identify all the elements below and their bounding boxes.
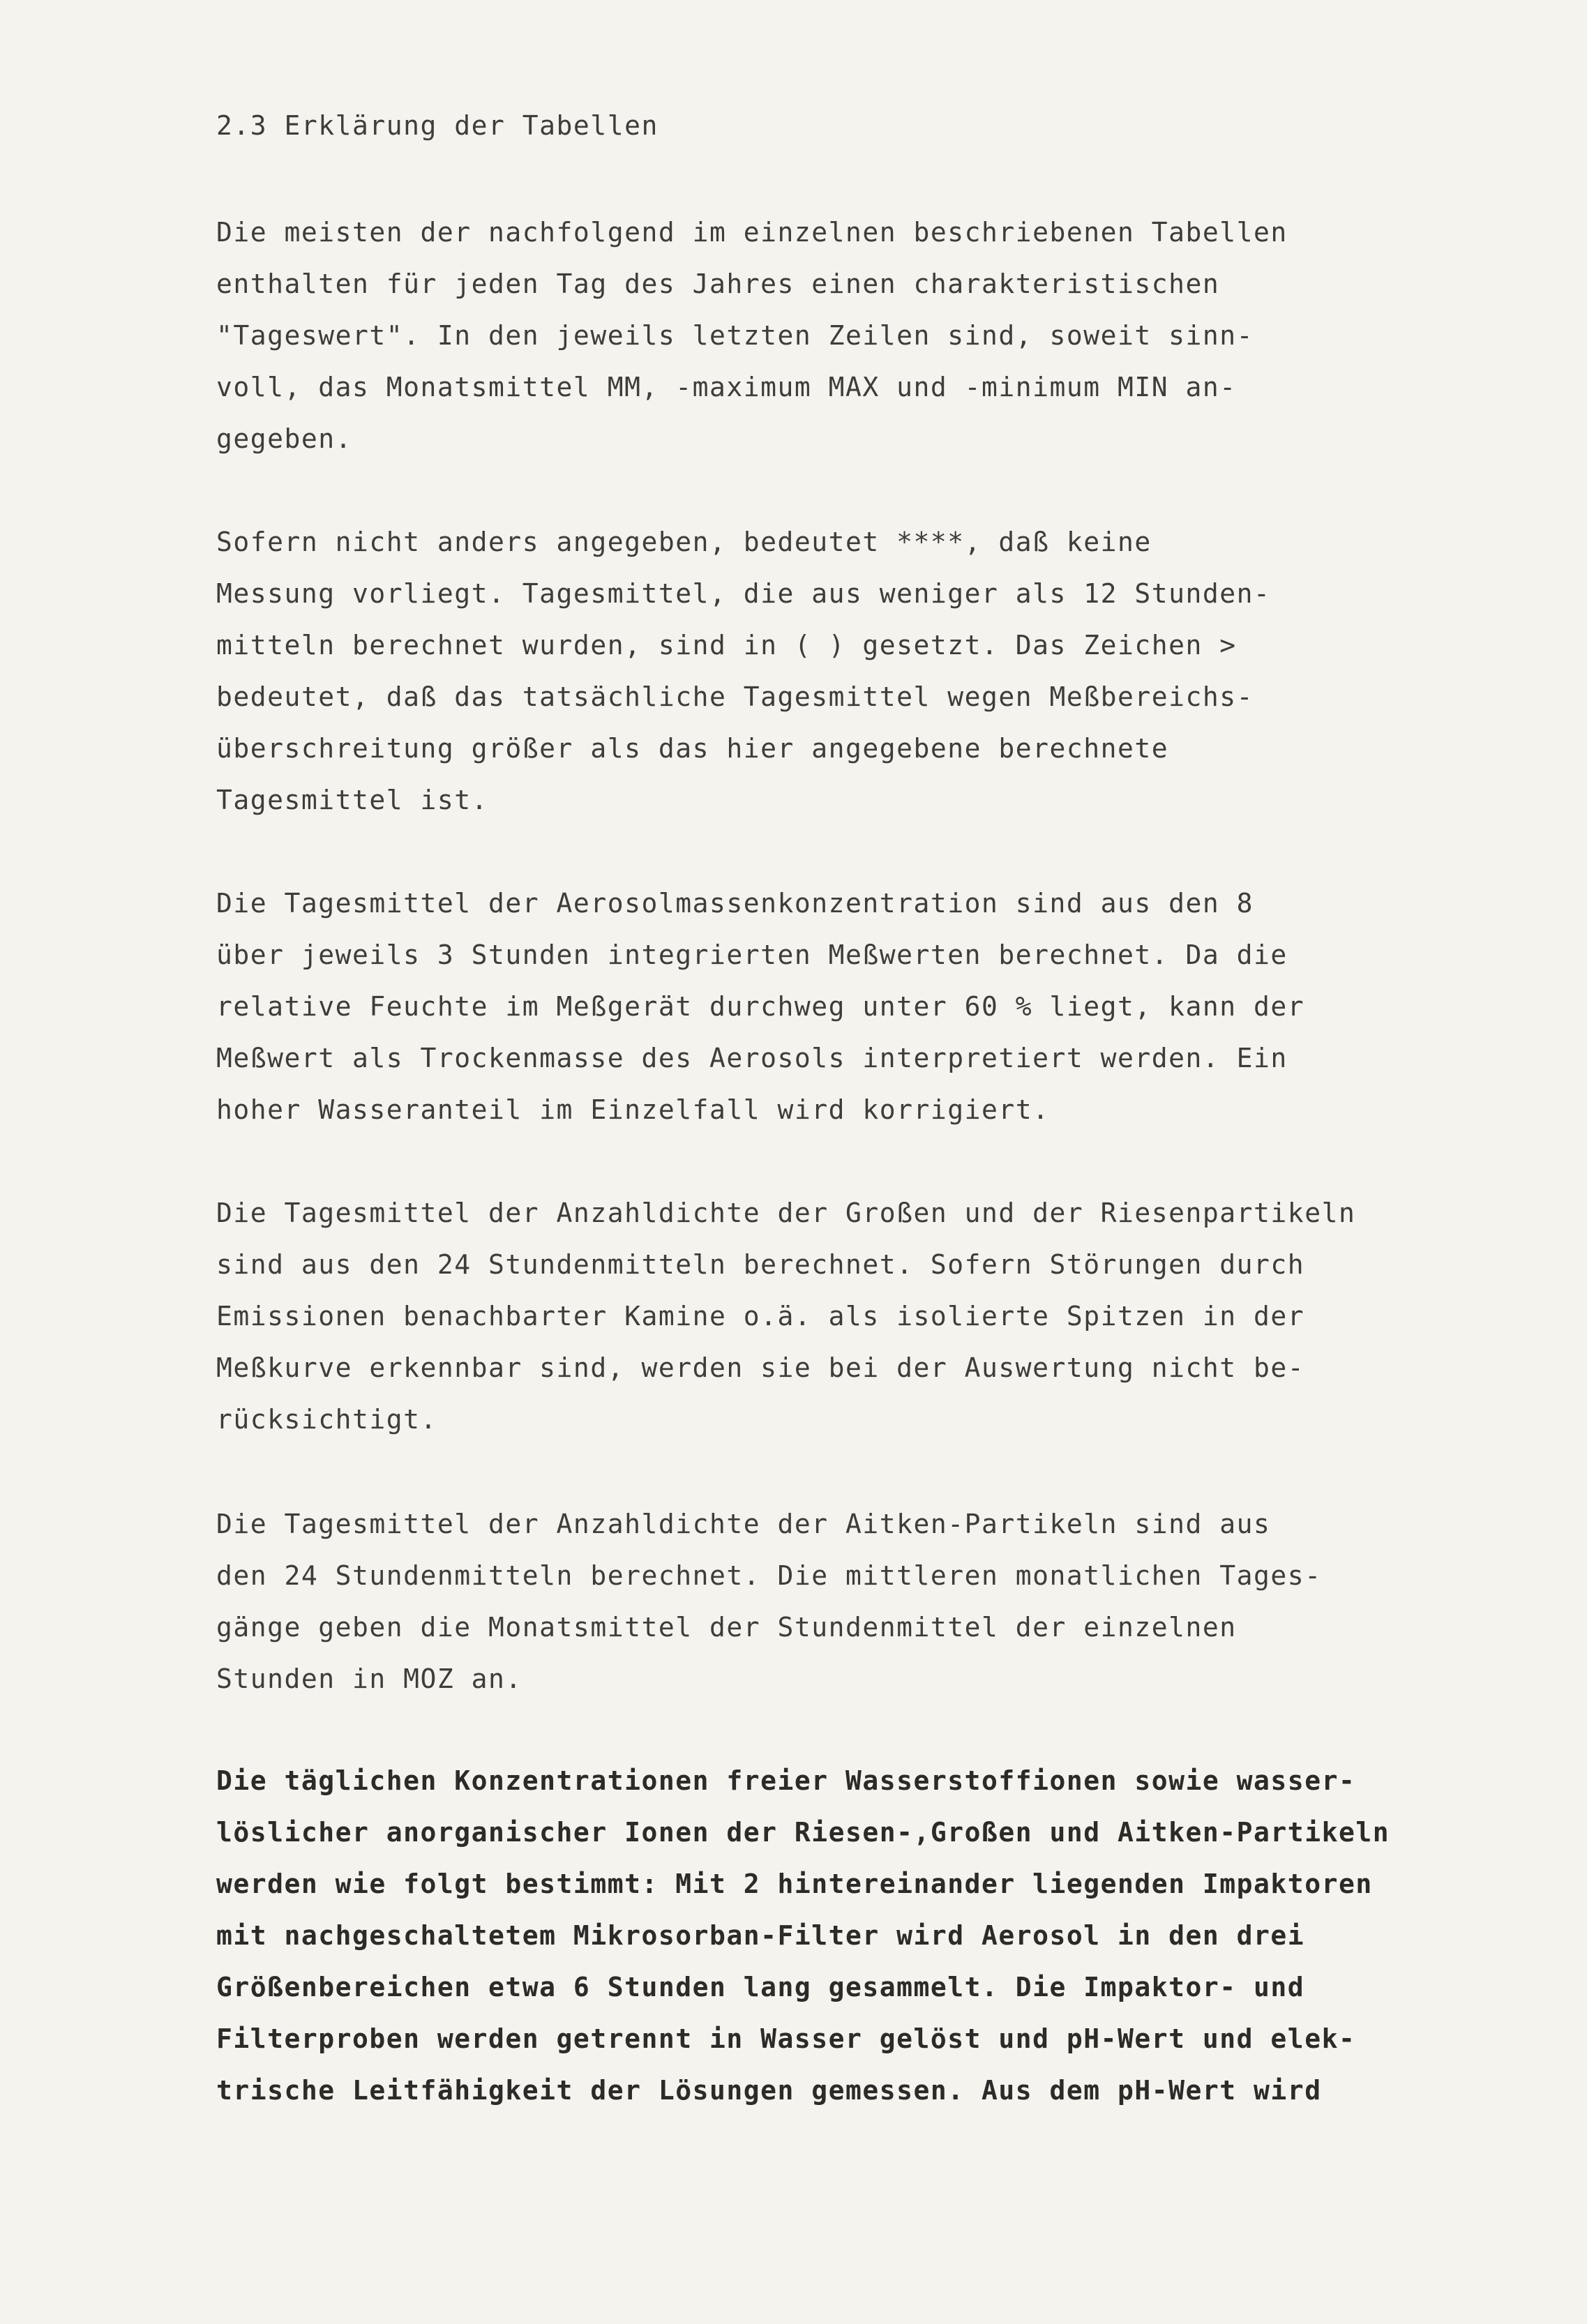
paragraph-line: Meßkurve erkennbar sind, werden sie bei der Auswertung nicht be- bbox=[216, 1352, 1305, 1383]
paragraph-line: löslicher anorganischer Ionen der Riesen-,Großen und Aitken-Partikeln bbox=[216, 1817, 1390, 1848]
paragraph-line: Emissionen benachbarter Kamine o.ä. als isolierte Spitzen in der bbox=[216, 1301, 1305, 1331]
paragraph-line: Die Tagesmittel der Anzahldichte der Großen und der Riesenpartikeln bbox=[216, 1198, 1356, 1228]
paragraph-line: Messung vorliegt. Tagesmittel, die aus weniger als 12 Stunden- bbox=[216, 578, 1271, 609]
paragraph-line: enthalten für jeden Tag des Jahres einen charakteristischen bbox=[216, 269, 1220, 299]
paragraph-line: Größenbereichen etwa 6 Stunden lang gesammelt. Die Impaktor- und bbox=[216, 1972, 1305, 2002]
paragraph-line: Die meisten der nachfolgend im einzelnen beschriebenen Tabellen bbox=[216, 217, 1288, 248]
paragraph-line: Tagesmittel ist. bbox=[216, 785, 489, 815]
paragraph-line: mitteln berechnet wurden, sind in ( ) gesetzt. Das Zeichen > bbox=[216, 630, 1237, 661]
paragraph-line: trische Leitfähigkeit der Lösungen gemessen. Aus dem pH-Wert wird bbox=[216, 2075, 1322, 2106]
paragraph-line: rücksichtigt. bbox=[216, 1404, 437, 1435]
paragraph-line: gegeben. bbox=[216, 423, 353, 454]
paragraph-line: Die täglichen Konzentrationen freier Wasserstoffionen sowie wasser- bbox=[216, 1765, 1356, 1796]
paragraph-line: Meßwert als Trockenmasse des Aerosols interpretiert werden. Ein bbox=[216, 1043, 1288, 1073]
paragraph-line: "Tageswert". In den jeweils letzten Zeilen sind, soweit sinn- bbox=[216, 320, 1254, 351]
paragraph-line: Die Tagesmittel der Aerosolmassenkonzentration sind aus den 8 bbox=[216, 888, 1254, 919]
paragraph-line: Filterproben werden getrennt in Wasser gelöst und pH-Wert und elek- bbox=[216, 2023, 1356, 2054]
section-heading: 2.3 Erklärung der Tabellen bbox=[216, 110, 659, 141]
paragraph-line: bedeutet, daß das tatsächliche Tagesmittel wegen Meßbereichs- bbox=[216, 681, 1254, 712]
paragraph-line: den 24 Stundenmitteln berechnet. Die mittleren monatlichen Tages- bbox=[216, 1560, 1322, 1591]
paragraph-line: sind aus den 24 Stundenmitteln berechnet. Sofern Störungen durch bbox=[216, 1249, 1305, 1280]
paragraph-line: Stunden in MOZ an. bbox=[216, 1663, 522, 1694]
paragraph-line: mit nachgeschaltetem Mikrosorban-Filter wird Aerosol in den drei bbox=[216, 1920, 1305, 1951]
paragraph-line: überschreitung größer als das hier angegebene berechnete bbox=[216, 733, 1169, 764]
paragraph-line: relative Feuchte im Meßgerät durchweg unter 60 % liegt, kann der bbox=[216, 991, 1305, 1022]
paragraph-line: voll, das Monatsmittel MM, -maximum MAX und -minimum MIN an- bbox=[216, 372, 1237, 402]
paragraph-line: über jeweils 3 Stunden integrierten Meßwerten berechnet. Da die bbox=[216, 940, 1288, 970]
paragraph-line: hoher Wasseranteil im Einzelfall wird korrigiert. bbox=[216, 1094, 1050, 1125]
paragraph-line: Sofern nicht anders angegeben, bedeutet ****, daß keine bbox=[216, 527, 1152, 557]
paragraph-line: werden wie folgt bestimmt: Mit 2 hintereinander liegenden Impaktoren bbox=[216, 1869, 1373, 1899]
paragraph-line: Die Tagesmittel der Anzahldichte der Aitken-Partikeln sind aus bbox=[216, 1509, 1271, 1539]
paragraph-line: gänge geben die Monatsmittel der Stundenmittel der einzelnen bbox=[216, 1612, 1237, 1643]
